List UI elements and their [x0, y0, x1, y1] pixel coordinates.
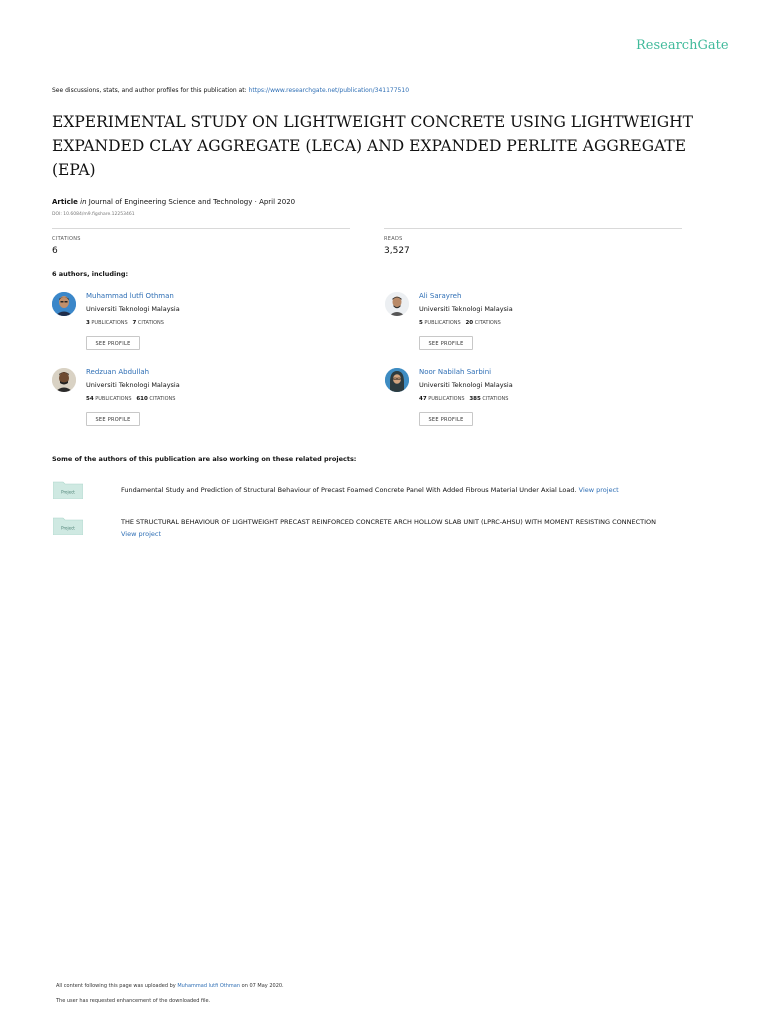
citations-divider [52, 228, 350, 229]
publications-count: 54 [86, 396, 94, 402]
authors-heading: 6 authors, including: [52, 270, 129, 278]
article-title: EXPERIMENTAL STUDY ON LIGHTWEIGHT CONCRETE USING LIGHTWEIGHT EXPANDED CLAY AGGREGATE (LECA) AND EXPANDED PERLITE AGGREGATE (EPA) [52, 113, 694, 179]
article-doi: DOI: 10.6084/m9.figshare.12253461 [52, 212, 135, 217]
author-affiliation: Universiti Teknologi Malaysia [419, 305, 513, 313]
reads-value: 3,527 [384, 246, 410, 256]
publications-count: 47 [419, 396, 427, 402]
author-name-link[interactable]: Muhammad lutfi Othman [86, 292, 174, 300]
author-stats [419, 396, 508, 402]
author-stats [86, 396, 175, 402]
author-name-link[interactable]: Redzuan Abdullah [86, 368, 150, 376]
avatar[interactable] [385, 292, 409, 316]
author-affiliation: Universiti Teknologi Malaysia [86, 381, 180, 389]
project-title: Fundamental Study and Prediction of Structural Behaviour of Precast Foamed Concrete Panel With Added Fibrous Material Under Axial Load. [121, 486, 577, 494]
project-icon-label: Project [61, 525, 75, 531]
project-folder-icon[interactable] [53, 481, 83, 499]
view-project-link[interactable]: View project [578, 486, 619, 494]
citations-label: CITATIONS [482, 396, 509, 402]
project-title: THE STRUCTURAL BEHAVIOUR OF LIGHTWEIGHT PRECAST REINFORCED CONCRETE ARCH HOLLOW SLAB UNIT (LPRC-AHSU) WITH MOMENT RESISTING CONNECTION [121, 518, 656, 526]
author-stats [86, 320, 164, 326]
citations-count: 610 [136, 396, 148, 402]
upload-prefix: All content following this page was uploaded by [56, 983, 176, 989]
project-item [121, 516, 721, 540]
author-affiliation: Universiti Teknologi Malaysia [419, 381, 513, 389]
author-name-link[interactable]: Noor Nabilah Sarbini [419, 368, 492, 376]
publications-label: PUBLICATIONS [91, 320, 128, 326]
reads-divider [384, 228, 682, 229]
publications-label: PUBLICATIONS [424, 320, 461, 326]
citations-label: CITATIONS [52, 236, 81, 242]
author-name-link[interactable]: Ali Sarayreh [419, 292, 462, 300]
publications-count: 3 [86, 320, 90, 326]
article-type: Article [52, 198, 78, 206]
article-meta [52, 198, 295, 206]
publications-label: PUBLICATIONS [95, 396, 132, 402]
project-folder-icon[interactable] [53, 517, 83, 535]
publications-count: 5 [419, 320, 423, 326]
author-stats [419, 320, 501, 326]
enhancement-note: The user has requested enhancement of the downloaded file. [56, 998, 211, 1004]
view-project-link[interactable]: View project [121, 530, 162, 538]
citations-value: 6 [52, 246, 58, 256]
citations-count: 385 [469, 396, 481, 402]
citations-count: 7 [132, 320, 137, 326]
see-profile-button[interactable]: SEE PROFILE [86, 336, 140, 350]
author-affiliation: Universiti Teknologi Malaysia [86, 305, 180, 313]
citations-label: CITATIONS [137, 320, 164, 326]
see-profile-button[interactable]: SEE PROFILE [419, 336, 473, 350]
see-profile-button[interactable]: SEE PROFILE [419, 412, 473, 426]
project-item [121, 486, 731, 494]
journal-name[interactable]: Journal of Engineering Science and Technology [88, 198, 253, 206]
in-word: in [80, 198, 87, 206]
citations-count: 20 [465, 320, 474, 326]
reads-label: READS [384, 236, 403, 242]
discussion-notice [52, 87, 409, 94]
related-projects-heading: Some of the authors of this publication are also working on these related projects: [52, 455, 357, 463]
avatar[interactable] [385, 368, 409, 392]
researchgate-logo[interactable]: ResearchGate [636, 38, 729, 53]
article-date: · April 2020 [252, 198, 296, 206]
avatar[interactable] [52, 368, 76, 392]
citations-label: CITATIONS [149, 396, 176, 402]
upload-suffix: on 07 May 2020. [241, 983, 284, 989]
publications-label: PUBLICATIONS [428, 396, 465, 402]
uploader-link[interactable]: Muhammad lutfi Othman [177, 983, 241, 989]
upload-note [56, 983, 284, 989]
project-icon-label: Project [61, 489, 75, 495]
discussion-text: See discussions, stats, and author profiles for this publication at: [52, 87, 247, 94]
citations-label: CITATIONS [474, 320, 501, 326]
see-profile-button[interactable]: SEE PROFILE [86, 412, 140, 426]
avatar[interactable] [52, 292, 76, 316]
publication-url-link[interactable]: https://www.researchgate.net/publication/341177510 [248, 87, 410, 94]
